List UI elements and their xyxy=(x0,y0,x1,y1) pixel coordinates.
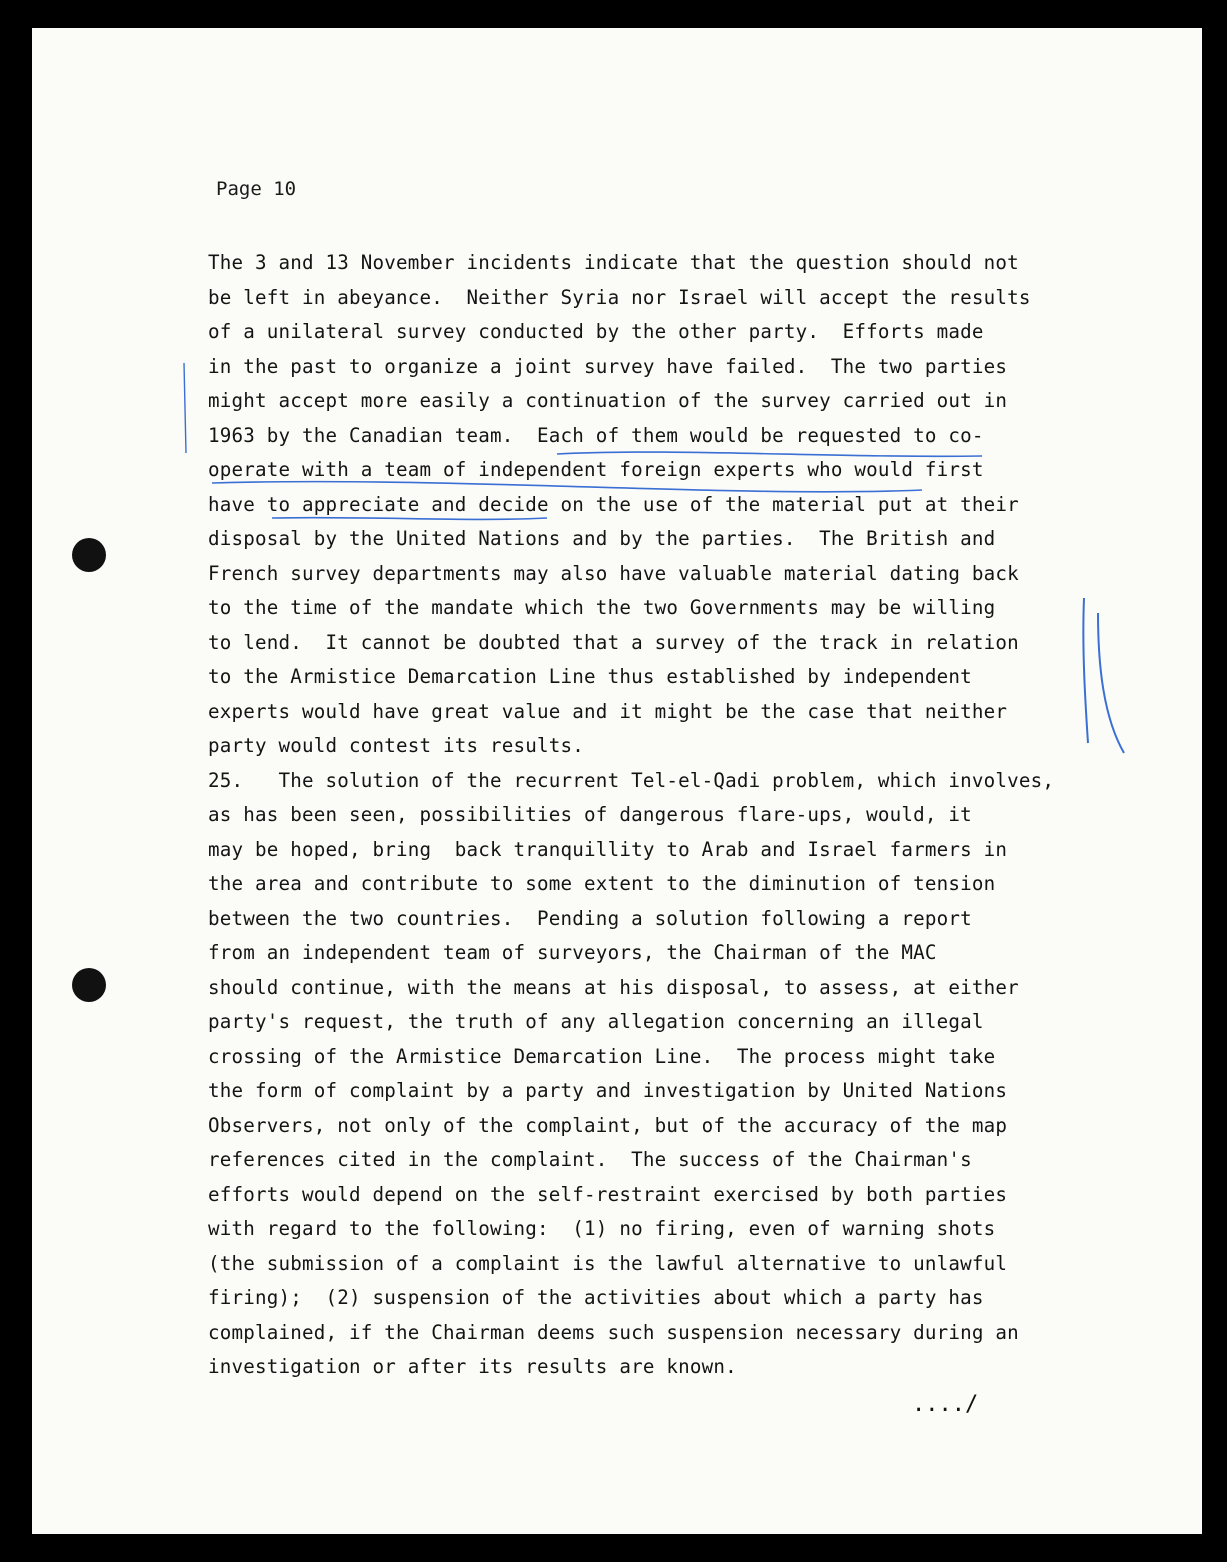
text-line: may be hoped, bring back tranquillity to Arab and Israel farmers in xyxy=(208,837,1008,861)
text-line: experts would have great value and it might be the case that neither xyxy=(208,699,1008,723)
underline-mark xyxy=(272,518,547,520)
text-line: French survey departments may also have valuable material dating back xyxy=(208,561,1019,585)
continuation-mark: ..../ xyxy=(912,1392,979,1417)
document-page xyxy=(32,28,1202,1534)
text-line: efforts would depend on the self-restraint exercised by both parties xyxy=(208,1182,1008,1206)
margin-mark xyxy=(184,363,186,453)
text-line: to the time of the mandate which the two Governments may be willing xyxy=(208,596,996,619)
text-line: 25. The solution of the recurrent Tel-el-Qadi problem, which involves, xyxy=(208,768,1055,792)
text-line: firing); (2) suspension of the activities about which a party has xyxy=(208,1286,984,1309)
pen-annotations xyxy=(32,28,1202,1534)
text-line: investigation or after its results are known. xyxy=(208,1355,737,1378)
underline-mark xyxy=(212,482,922,492)
text-line: to lend. It cannot be doubted that a survey of the track in relation xyxy=(208,630,1019,654)
text-line: Observers, not only of the complaint, but of the accuracy of the map xyxy=(208,1113,1008,1137)
text-line: The 3 and 13 November incidents indicate that the question should not xyxy=(208,251,1019,274)
text-line: from an independent team of surveyors, the Chairman of the MAC xyxy=(208,941,937,964)
text-line: 1963 by the Canadian team. Each of them would be requested to co- xyxy=(208,423,984,447)
text-line: (the submission of a complaint is the lawful alternative to unlawful xyxy=(208,1251,1008,1275)
text-line: have to appreciate and decide on the use of the material put at their xyxy=(208,492,1019,516)
text-line: in the past to organize a joint survey have failed. The two parties xyxy=(208,354,1008,378)
text-line: complained, if the Chairman deems such suspension necessary during an xyxy=(208,1320,1019,1344)
text-line: to the Armistice Demarcation Line thus established by independent xyxy=(208,665,972,688)
margin-mark xyxy=(1083,598,1088,743)
text-line: crossing of the Armistice Demarcation Line. The process might take xyxy=(208,1044,996,1068)
text-line: the form of complaint by a party and investigation by United Nations xyxy=(208,1079,1008,1102)
text-line: be left in abeyance. Neither Syria nor Israel will accept the results xyxy=(208,285,1031,309)
text-line: operate with a team of independent foreign experts who would first xyxy=(208,458,984,481)
text-line: of a unilateral survey conducted by the other party. Efforts made xyxy=(208,320,984,343)
margin-mark xyxy=(1098,613,1124,753)
text-line: between the two countries. Pending a solution following a report xyxy=(208,906,972,930)
text-line: party's request, the truth of any allegation concerning an illegal xyxy=(208,1010,984,1033)
text-line: with regard to the following: (1) no firing, even of warning shots xyxy=(208,1217,996,1240)
text-line: should continue, with the means at his disposal, to assess, at either xyxy=(208,975,1019,999)
text-line: as has been seen, possibilities of dangerous flare-ups, would, it xyxy=(208,803,972,826)
page-number: Page 10 xyxy=(216,178,297,200)
text-line: party would contest its results. xyxy=(208,734,585,757)
text-line: might accept more easily a continuation of the survey carried out in xyxy=(208,389,1008,412)
text-line: the area and contribute to some extent to the diminution of tension xyxy=(208,872,996,895)
text-line: references cited in the complaint. The success of the Chairman's xyxy=(208,1148,972,1171)
text-line: disposal by the United Nations and by the parties. The British and xyxy=(208,527,996,550)
underline-mark xyxy=(557,452,982,456)
